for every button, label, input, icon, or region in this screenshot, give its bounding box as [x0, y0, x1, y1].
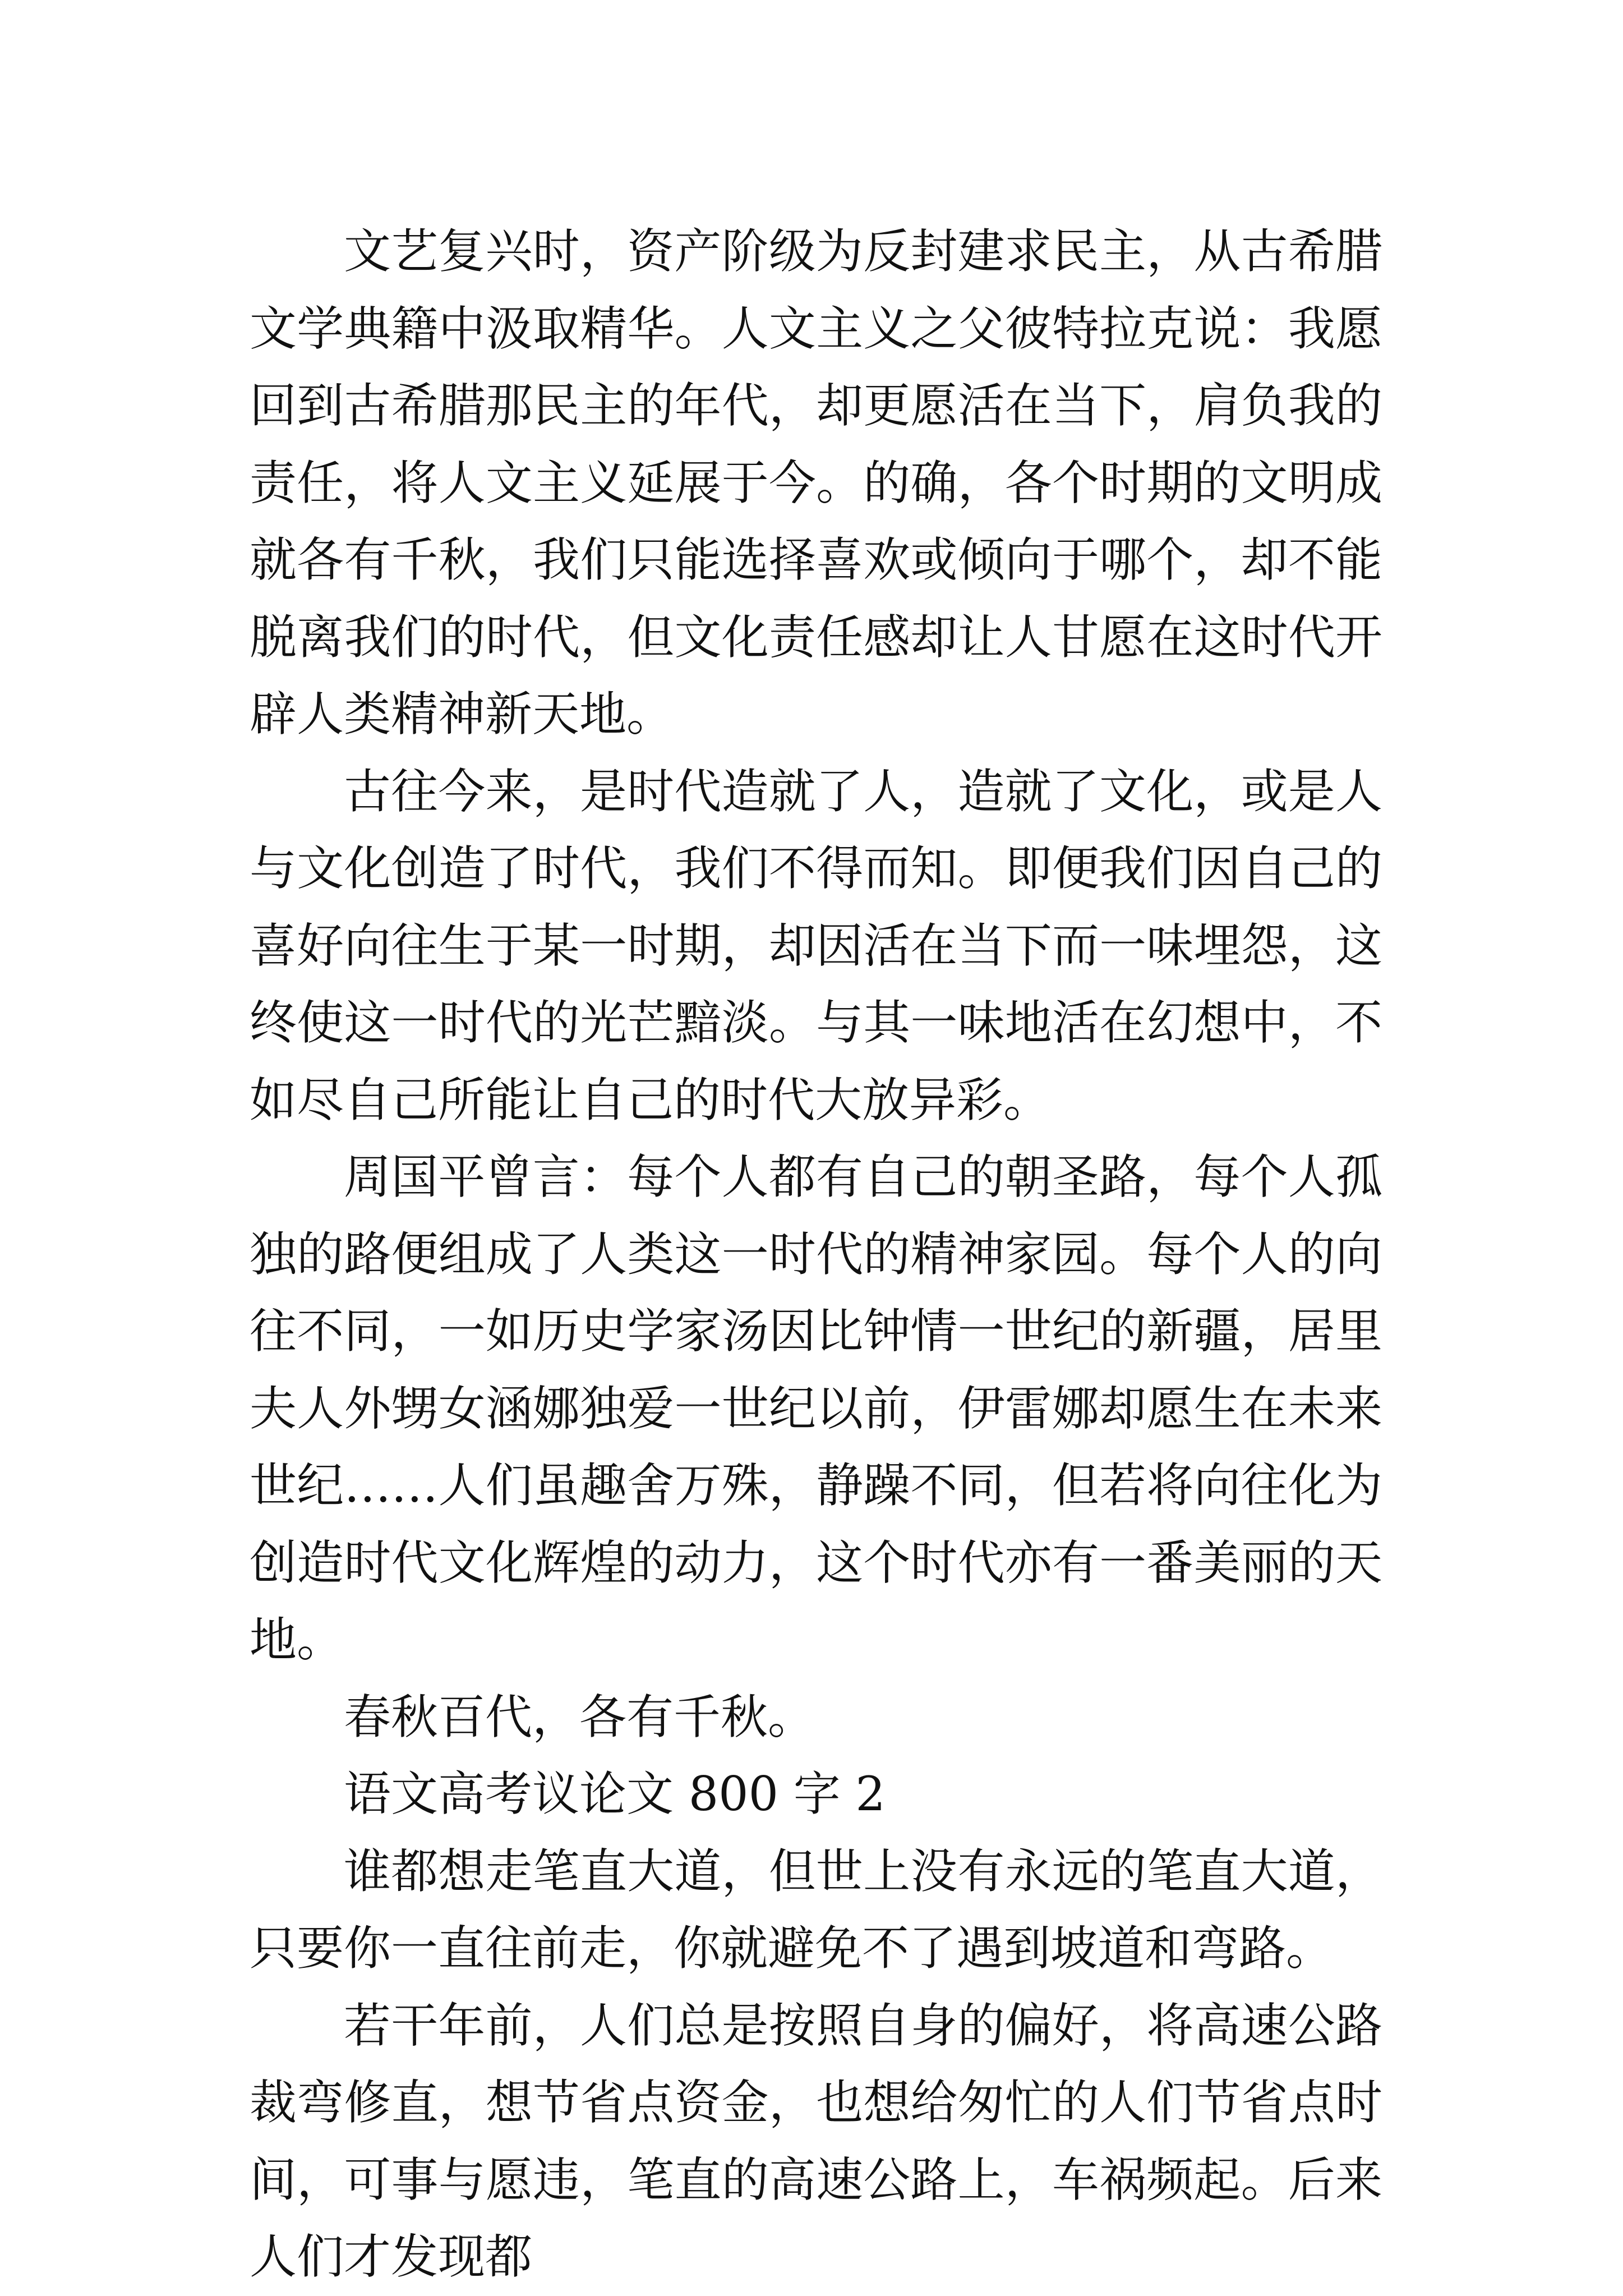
- paragraph-highway: 若干年前，人们总是按照自身的偏好，将高速公路裁弯修直，想节省点资金，也想给匆忙的人们节省点时间，可事与愿违，笔直的高速公路上，车祸频起。后来人们才发现都: [250, 1998, 1382, 2284]
- paragraph-era-and-culture: 古往今来，是时代造就了人，造就了文化，或是人与文化创造了时代，我们不得而知。即便我们因自己的喜好向往生于某一时期，却因活在当下而一味埋怨，这终使这一时代的光芒黯淡。与其一味地活在幻想中，不如尽自己所能让自己的时代大放异彩。: [250, 763, 1382, 1128]
- paragraph-renaissance: 文艺复兴时，资产阶级为反封建求民主，从古希腊文学典籍中汲取精华。人文主义之父彼特拉克说：我愿回到古希腊那民主的年代，却更愿活在当下，肩负我的责任，将人文主义延展于今。的确，各个时期的文明成就各有千秋，我们只能选择喜欢或倾向于哪个，却不能脱离我们的时代，但文化责任感却让人甘愿在这时代开辟人类精神新天地。: [250, 224, 1382, 742]
- paragraph-conclusion: 春秋百代，各有千秋。: [344, 1689, 815, 1745]
- essay-heading: 语文高考议论文 800 字 2: [344, 1766, 886, 1821]
- essay-body: [250, 213, 1382, 2296]
- paragraph-zhou-guoping: 周国平曾言：每个人都有自己的朝圣路，每个人孤独的路便组成了人类这一时代的精神家园。每个人的向往不同，一如历史学家汤因比钟情一世纪的新疆，居里夫人外甥女涵娜独爱一世纪以前，伊雷娜却愿生在未来世纪……人们虽趣舍万殊，静躁不同，但若将向往化为创造时代文化辉煌的动力，这个时代亦有一番美丽的天地。: [250, 1149, 1382, 1667]
- paragraph-straight-road: 谁都想走笔直大道，但世上没有永远的笔直大道，只要你一直往前走，你就避免不了遇到坡道和弯路。: [250, 1843, 1382, 1976]
